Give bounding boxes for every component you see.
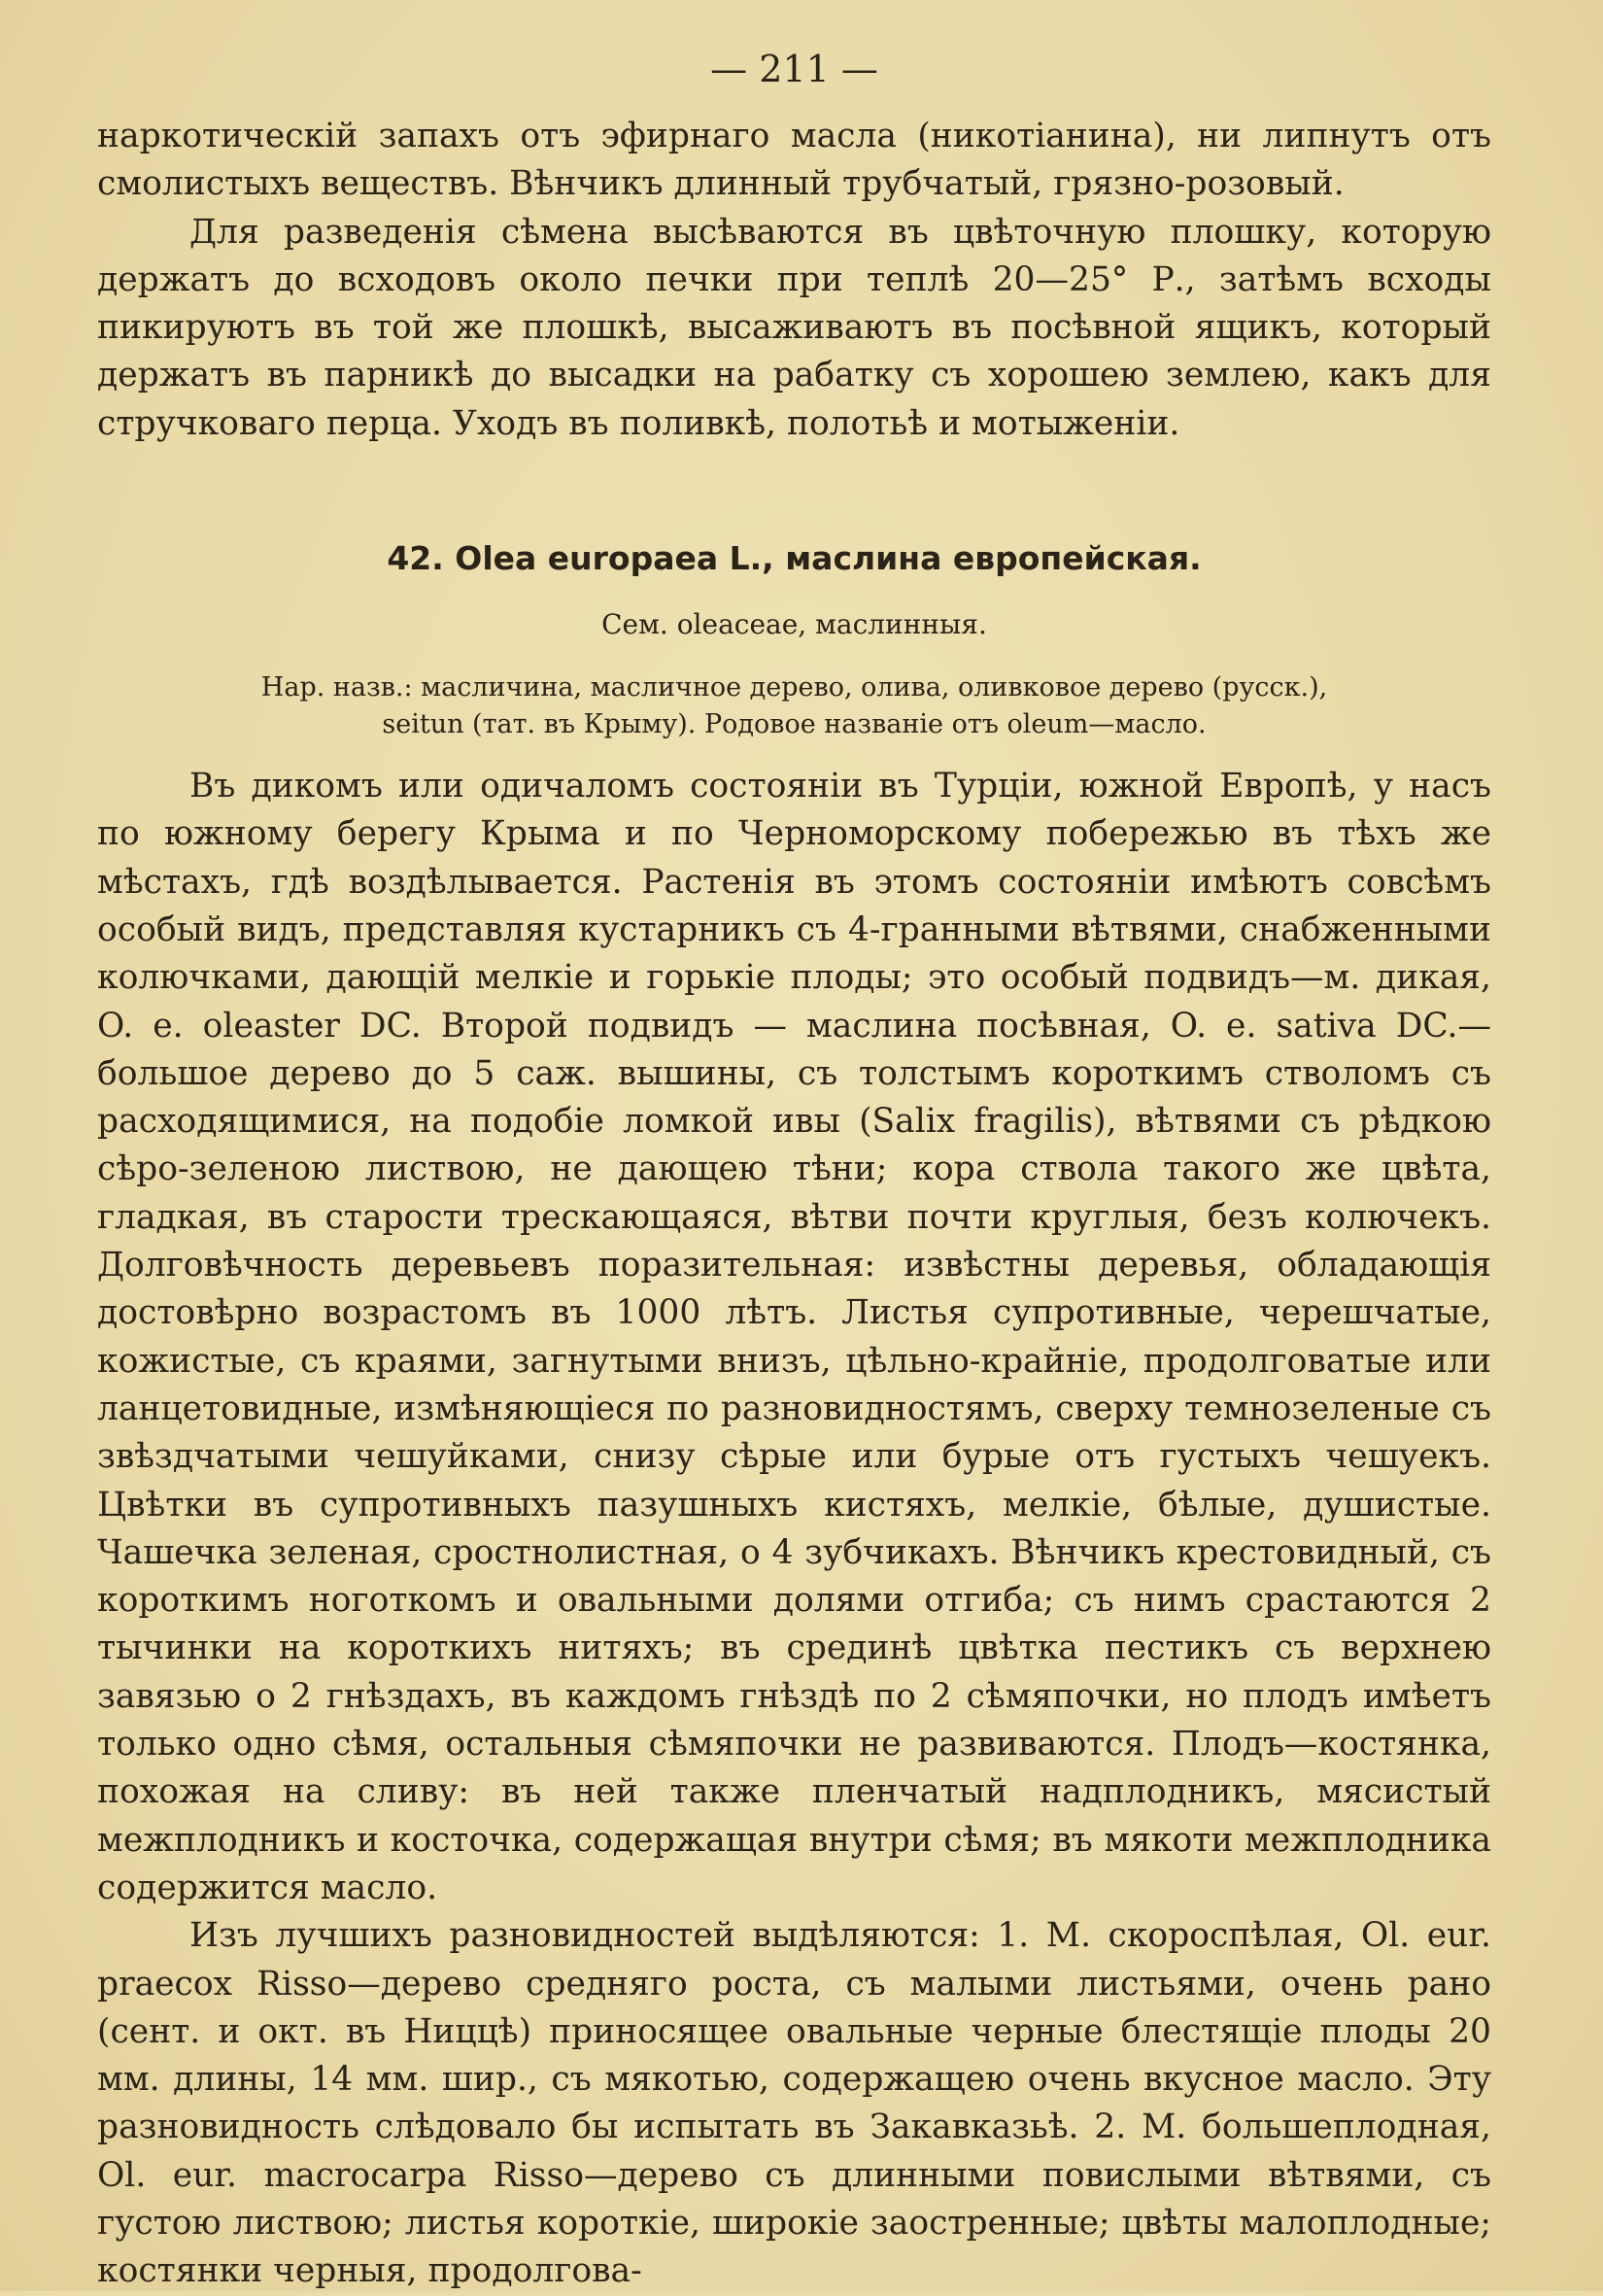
- common-names-line-1: Нар. назв.: масличина, масличное дерево, олива, оливковое дерево (русск.),: [260, 672, 1328, 703]
- main-text: [97, 763, 1491, 2296]
- intro-paragraph-2: Для разведенія сѣмена высѣваются въ цвѣточную плошку, которую держатъ до всходовъ около печки при теплѣ 20—25° Р., затѣмъ всходы пикируютъ въ той же плошкѣ, высаживаютъ въ посѣвной ящикъ, который держатъ въ парникѣ до высадки на рабатку съ хорошею землею, какъ для стручковаго перца. Уходъ въ поливкѣ, полотьѣ и мотыженіи.: [97, 212, 1491, 443]
- section-heading: 42. Olea europaea L., маслина европейская.: [387, 539, 1202, 578]
- family-line: Сем. oleaceae, маслинныя.: [601, 608, 987, 641]
- section-paragraph-2: Изъ лучшихъ разновидностей выдѣляются: 1. М. скороспѣлая, Ol. eur. praecox Risso—дерево средняго роста, съ малыми листьями, очень рано (сент. и окт. въ Ниццѣ) приносящее овальные черные блестящіе плоды 20 мм. длины, 14 мм. шир., съ мякотью, содержащею очень вкусное масло. Эту разновидность слѣдовало бы испытать въ Закавказьѣ. 2. М. большеплодная, Ol. eur. macrocarpa Risso—дерево съ длинными повислыми вѣтвями, съ густою листвою; листья короткіе, широкіе заостренные; цвѣты малоплодные; костянки черныя, продолгова-: [97, 1916, 1491, 2291]
- page-number: — 211 —: [710, 48, 878, 90]
- common-names: [97, 669, 1491, 743]
- section-paragraph-1: Въ дикомъ или одичаломъ состояніи въ Турціи, южной Европѣ, у насъ по южному берегу Крыма и по Черноморскому побережью въ тѣхъ же мѣстахъ, гдѣ воздѣлывается. Растенія въ этомъ состояніи имѣютъ совсѣмъ особый видъ, представляя кустарникъ съ 4-гранными вѣтвями, снабженными колючками, дающій мелкіе и горькіе плоды; это особый подвидъ—м. дикая, O. e. oleaster DC. Второй подвидъ — маслина посѣвная, O. e. sativa DC.—большое дерево до 5 саж. вышины, съ толстымъ короткимъ стволомъ съ расходящимися, на подобіе ломкой ивы (Salix fragilis), вѣтвями съ рѣдкою сѣро-зеленою листвою, не дающею тѣни; кора ствола такого же цвѣта, гладкая, въ старости трескающаяся, вѣтви почти круглыя, безъ колючекъ. Долговѣчность деревьевъ поразительная: извѣстны деревья, обладающія достовѣрно возрастомъ въ 1000 лѣтъ. Листья супротивные, черешчатые, кожистые, съ краями, загнутыми внизъ, цѣльно-крайніе, продолговатые или ланцетовидные, измѣняющіеся по разновидностямъ, сверху темнозеленые съ звѣздчатыми чешуйками, снизу сѣрые или бурые отъ густыхъ чешуекъ. Цвѣтки въ супротивныхъ пазушныхъ кистяхъ, мелкіе, бѣлые, душистые. Чашечка зеленая, сростнолистная, о 4 зубчикахъ. Вѣнчикъ крестовидный, съ короткимъ ноготкомъ и овальными долями отгиба; съ нимъ срастаются 2 тычинки на короткихъ нитяхъ; въ срединѣ цвѣтка пестикъ съ верхнею завязью о 2 гнѣздахъ, въ каждомъ гнѣздѣ по 2 сѣмяпочки, но плодъ имѣетъ только одно сѣмя, остальныя сѣмяпочки не развиваются. Плодъ—костянка, похожая на сливу: въ ней также пленчатый надплодникъ, мясистый межплодникъ и косточка, содержащая внутри сѣмя; въ мякоти межплодника содержится масло.: [97, 767, 1491, 1907]
- common-names-line-2: seitun (тат. въ Крыму). Родовое названіе отъ oleum—масло.: [382, 709, 1207, 740]
- intro-paragraph-1: наркотическій запахъ отъ эфирнаго масла (никотіанина), ни липнутъ отъ смолистыхъ веществъ. Вѣнчикъ длинный трубчатый, грязно-розовый.: [97, 117, 1491, 204]
